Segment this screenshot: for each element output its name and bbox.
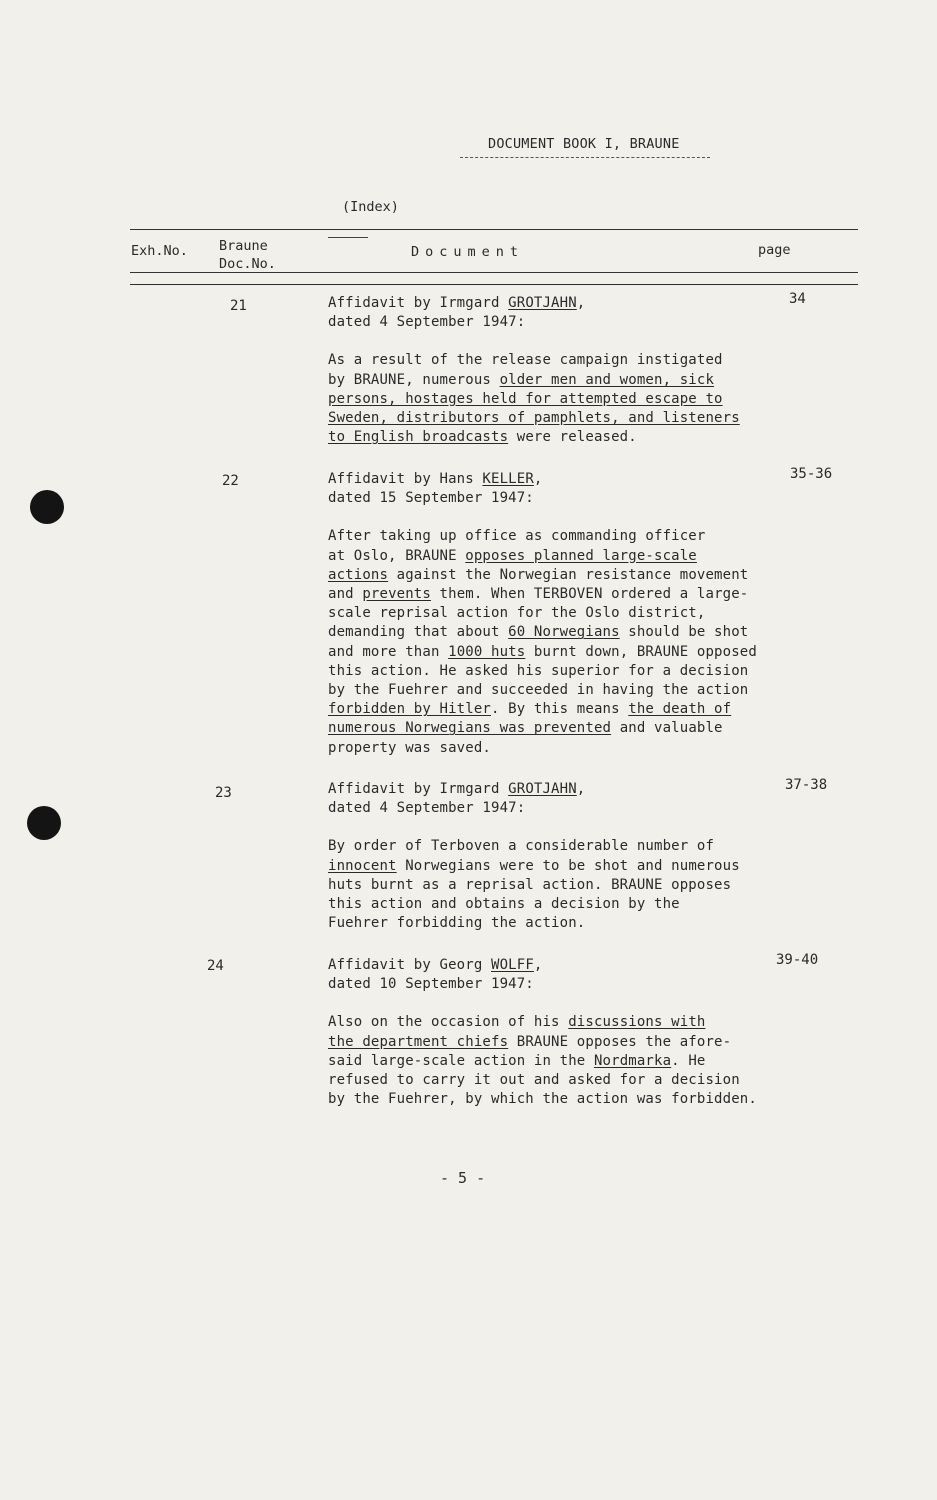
underlined-text: discussions with — [568, 1014, 706, 1031]
paragraph-gap — [328, 332, 828, 351]
summary-line — [328, 876, 828, 895]
summary-line — [328, 681, 828, 700]
text-segment: refused to carry it out and asked for a decision — [328, 1072, 740, 1089]
summary-line — [328, 1071, 828, 1090]
affiant-name: WOLFF — [491, 957, 534, 973]
summary-line — [328, 739, 828, 758]
column-document: Document — [411, 244, 525, 260]
text-segment: demanding that about — [328, 624, 509, 641]
affidavit-line — [328, 294, 828, 313]
summary-line — [328, 837, 828, 856]
affidavit-prefix: Affidavit by Hans — [328, 471, 483, 487]
summary-line — [328, 914, 828, 933]
text-segment: were released. — [508, 429, 637, 446]
paragraph-gap — [328, 818, 828, 837]
text-segment: . By this means — [491, 701, 629, 718]
summary-line — [328, 527, 828, 546]
summary-line — [328, 1052, 828, 1071]
affidavit-date: dated 4 September 1947: — [328, 314, 526, 331]
affiant-name: GROTJAHN — [508, 781, 577, 797]
text-segment: By order of Terboven a considerable number of — [328, 838, 715, 855]
affidavit-suffix: , — [576, 781, 586, 797]
affidavit-prefix: Affidavit by Irmgard — [328, 781, 509, 797]
summary-line — [328, 857, 828, 876]
text-segment: . He — [671, 1052, 706, 1069]
summary-line — [328, 566, 828, 585]
text-segment: by BRAUNE, numerous — [328, 371, 500, 388]
underlined-text: persons, hostages held for attempted escape to — [328, 390, 723, 407]
column-exh-no: Exh.No. — [131, 243, 188, 259]
page-number: - 5 - — [440, 1169, 486, 1187]
text-segment: Also on the occasion of his — [328, 1014, 569, 1031]
doc-number: 21 — [230, 298, 247, 314]
entry-22 — [328, 470, 828, 758]
underlined-text: 1000 huts — [448, 643, 526, 660]
doc-number: 24 — [207, 958, 224, 974]
text-segment: should be shot — [619, 624, 749, 641]
document-title: DOCUMENT BOOK I, BRAUNE — [488, 136, 680, 152]
text-segment: property was saved. — [328, 739, 491, 756]
summary-line — [328, 1090, 828, 1109]
summary-line — [328, 351, 828, 370]
text-segment: Fuehrer forbidding the action. — [328, 915, 586, 932]
column-page: page — [758, 242, 791, 258]
paragraph-gap — [328, 508, 828, 527]
affiant-name: GROTJAHN — [508, 295, 577, 311]
text-segment: them. When TERBOVEN ordered a large- — [430, 586, 749, 603]
underlined-text: forbidden by Hitler — [328, 701, 491, 718]
affidavit-suffix: , — [533, 471, 543, 487]
text-segment: BRAUNE opposes the afore- — [508, 1033, 732, 1050]
text-segment: by the Fuehrer, by which the action was forbidden. — [328, 1091, 757, 1108]
text-segment: and more than — [328, 643, 449, 660]
header-rule-top — [130, 229, 858, 230]
header-dash — [328, 237, 368, 238]
column-braune-doc-line2: Doc.No. — [219, 256, 276, 272]
punch-hole — [27, 806, 61, 840]
underlined-text: to English broadcasts — [328, 429, 509, 446]
affidavit-prefix: Affidavit by Irmgard — [328, 295, 509, 311]
entry-23 — [328, 780, 828, 933]
underlined-text: actions — [328, 566, 389, 583]
text-segment: huts burnt as a reprisal action. BRAUNE opposes — [328, 876, 732, 893]
summary-line — [328, 604, 828, 623]
underlined-text: prevents — [362, 586, 431, 603]
underlined-text: innocent — [328, 857, 397, 874]
text-segment: this action. He asked his superior for a decision — [328, 662, 749, 679]
text-segment: said large-scale action in the — [328, 1052, 594, 1069]
summary-line — [328, 1033, 828, 1052]
summary-line — [328, 719, 828, 738]
text-segment: and valuable — [611, 720, 723, 737]
underlined-text: older men and women, sick — [499, 371, 715, 388]
summary-line — [328, 390, 828, 409]
header-rule-bottom — [130, 284, 858, 285]
affidavit-date: dated 4 September 1947: — [328, 800, 526, 817]
entry-21 — [328, 294, 828, 447]
summary-line — [328, 428, 828, 447]
affidavit-line — [328, 956, 828, 975]
underlined-text: Nordmarka — [593, 1052, 672, 1069]
title-underline — [460, 157, 710, 158]
affidavit-date: dated 15 September 1947: — [328, 490, 534, 507]
underlined-text: opposes planned large-scale — [465, 547, 697, 564]
text-segment: After taking up office as commanding officer — [328, 528, 706, 545]
underlined-text: the death of — [628, 701, 732, 718]
affiant-name: KELLER — [482, 471, 534, 487]
affidavit-date: dated 10 September 1947: — [328, 976, 534, 993]
affidavit-suffix: , — [576, 295, 586, 311]
header-rule-mid — [130, 272, 858, 273]
paragraph-gap — [328, 994, 828, 1013]
page-ref: 34 — [789, 291, 806, 307]
entry-24 — [328, 956, 828, 1109]
text-segment: burnt down, BRAUNE opposed — [525, 643, 757, 660]
page-ref: 35-36 — [790, 466, 833, 482]
underlined-text: Sweden, distributors of pamphlets, and listeners — [328, 410, 740, 427]
page-ref: 39-40 — [776, 952, 819, 968]
summary-line — [328, 409, 828, 428]
column-braune-doc-line1: Braune — [219, 238, 268, 254]
text-segment: at Oslo, BRAUNE — [328, 547, 466, 564]
index-label: (Index) — [342, 199, 399, 215]
text-segment: As a result of the release campaign instigated — [328, 352, 723, 369]
summary-line — [328, 643, 828, 662]
underlined-text: the department chiefs — [328, 1033, 509, 1050]
page-ref: 37-38 — [785, 777, 828, 793]
affidavit-suffix: , — [533, 957, 543, 973]
summary-line — [328, 585, 828, 604]
text-segment: and — [328, 586, 363, 603]
underlined-text: numerous Norwegians was prevented — [328, 720, 612, 737]
text-segment: against the Norwegian resistance movement — [388, 566, 749, 583]
doc-number: 23 — [215, 785, 232, 801]
text-segment: by the Fuehrer and succeeded in having the action — [328, 682, 749, 699]
affidavit-line — [328, 780, 828, 799]
column-braune-doc-no — [219, 237, 276, 273]
doc-number: 22 — [222, 473, 239, 489]
summary-line — [328, 623, 828, 642]
underlined-text: 60 Norwegians — [508, 624, 620, 641]
summary-line — [328, 371, 828, 390]
text-segment: Norwegians were to be shot and numerous — [396, 857, 740, 874]
summary-line — [328, 700, 828, 719]
affidavit-prefix: Affidavit by Georg — [328, 957, 491, 973]
summary-line — [328, 547, 828, 566]
affidavit-line — [328, 470, 828, 489]
summary-line — [328, 895, 828, 914]
punch-hole — [30, 490, 64, 524]
text-segment: scale reprisal action for the Oslo district, — [328, 605, 706, 622]
summary-line — [328, 662, 828, 681]
summary-line — [328, 1013, 828, 1032]
text-segment: this action and obtains a decision by the — [328, 896, 680, 913]
